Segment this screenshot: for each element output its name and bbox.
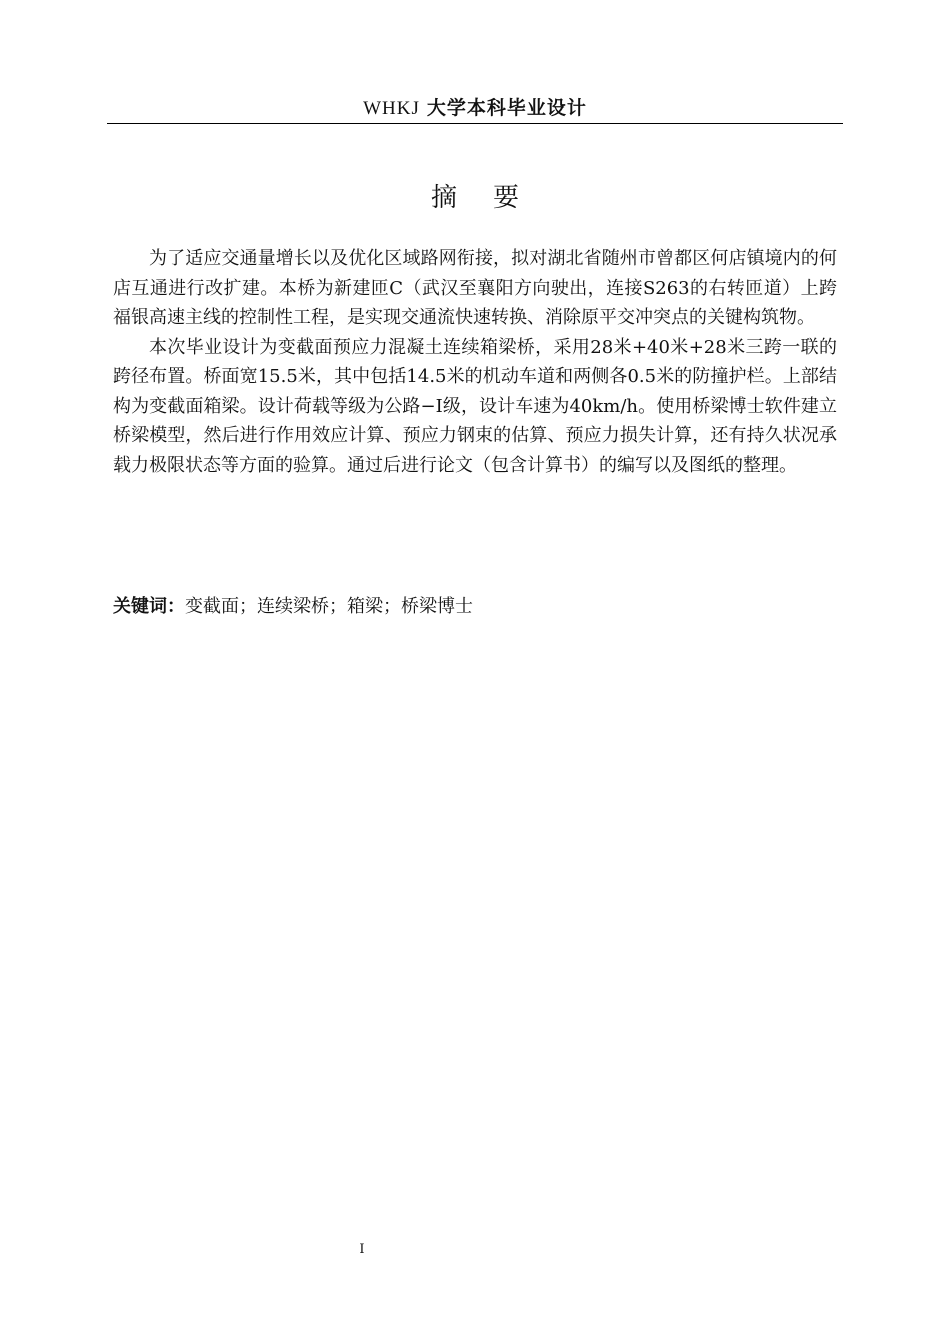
- page-number: I: [359, 1242, 365, 1257]
- header-prefix: WHKJ: [363, 98, 420, 119]
- abstract-paragraph-2: 本次毕业设计为变截面预应力混凝土连续箱梁桥，采用28米+40米+28米三跨一联的跨径布置。桥面宽15.5米，其中包括14.5米的机动车道和两侧各0.5米的防撞护栏。上部结构为变截面箱梁。设计荷载等级为公路−Ⅰ级，设计车速为40km/h。使用桥梁博士软件建立桥梁模型，然后进行作用效应计算、预应力钢束的估算、预应力损失计算，还有持久状况承载力极限状态等方面的验算。通过后进行论文（包含计算书）的编写以及图纸的整理。: [113, 336, 837, 476]
- abstract-body: [113, 244, 837, 480]
- header-title: 大学本科毕业设计: [426, 97, 587, 119]
- abstract-title: 摘要: [430, 183, 555, 213]
- keywords-label: 关键词：: [113, 596, 185, 617]
- page-header: [107, 92, 843, 124]
- abstract-paragraph-1: 为了适应交通量增长以及优化区域路网衔接，拟对湖北省随州市曾都区何店镇境内的何店互通进行改扩建。本桥为新建匝C（武汉至襄阳方向驶出，连接S263的右转匝道）上跨福银高速主线的控制性工程，是实现交通流快速转换、消除原平交冲突点的关键构筑物。: [113, 248, 837, 328]
- header-divider: [107, 123, 843, 124]
- keywords-text: 变截面；连续梁桥；箱梁；桥梁博士: [185, 596, 473, 617]
- keywords-line: [113, 592, 837, 622]
